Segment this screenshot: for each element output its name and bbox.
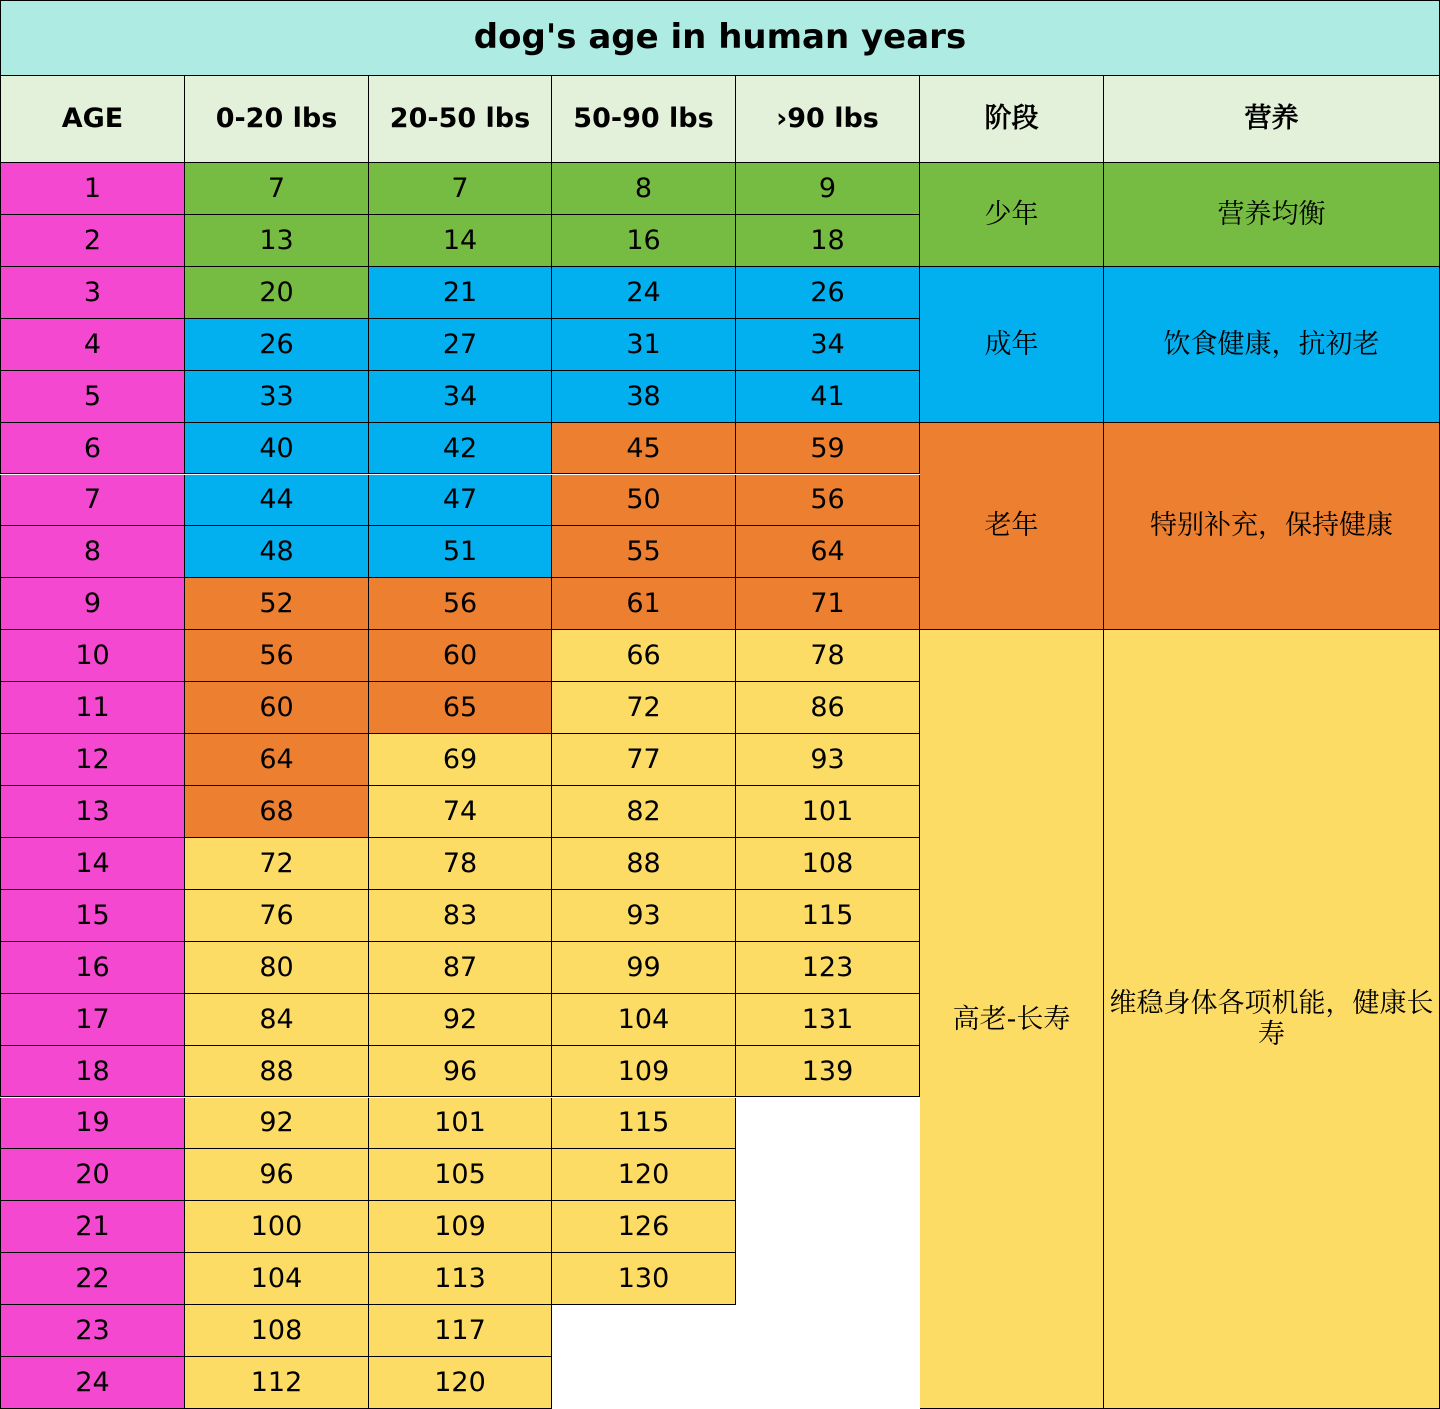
human-age-cell: 68 xyxy=(185,786,369,838)
human-age-cell: 77 xyxy=(552,734,736,786)
human-age-cell: 72 xyxy=(552,682,736,734)
human-age-cell: 92 xyxy=(369,994,552,1046)
human-age-cell: 66 xyxy=(552,630,736,682)
human-age-cell: 96 xyxy=(185,1149,369,1201)
human-age-cell: 14 xyxy=(369,215,552,267)
age-cell: 24 xyxy=(0,1357,185,1409)
header-stage: 阶段 xyxy=(920,76,1104,163)
human-age-cell: 34 xyxy=(369,371,552,423)
age-cell: 13 xyxy=(0,786,185,838)
nutrition-young-cell: 营养均衡 xyxy=(1104,163,1440,267)
age-cell: 9 xyxy=(0,578,185,630)
human-age-cell: 48 xyxy=(185,526,369,578)
human-age-cell: 61 xyxy=(552,578,736,630)
header-20-50-lbs: 20-50 lbs xyxy=(369,76,552,163)
human-age-cell: 34 xyxy=(736,319,920,371)
stage-senior-cell: 老年 xyxy=(920,423,1104,631)
human-age-cell: 101 xyxy=(369,1098,552,1150)
human-age-cell: 26 xyxy=(736,267,920,319)
human-age-cell: 69 xyxy=(369,734,552,786)
human-age-cell: 139 xyxy=(736,1046,920,1098)
human-age-cell: 72 xyxy=(185,838,369,890)
human-age-cell: 87 xyxy=(369,942,552,994)
human-age-cell: 51 xyxy=(369,526,552,578)
nutrition-geriatric-cell: 维稳身体各项机能，健康长寿 xyxy=(1104,630,1440,1409)
nutrition-adult-cell: 饮食健康，抗初老 xyxy=(1104,267,1440,423)
stage-adult-cell: 成年 xyxy=(920,267,1104,423)
human-age-cell: 88 xyxy=(185,1046,369,1098)
human-age-cell: 55 xyxy=(552,526,736,578)
human-age-cell: 92 xyxy=(185,1098,369,1150)
age-cell: 1 xyxy=(0,163,185,215)
age-cell: 6 xyxy=(0,423,185,475)
human-age-cell: 82 xyxy=(552,786,736,838)
human-age-cell: 115 xyxy=(736,890,920,942)
header-age: AGE xyxy=(0,76,185,163)
human-age-cell: 60 xyxy=(185,682,369,734)
human-age-cell: 47 xyxy=(369,475,552,527)
human-age-cell: 7 xyxy=(185,163,369,215)
stage-young-cell: 少年 xyxy=(920,163,1104,267)
human-age-cell: 18 xyxy=(736,215,920,267)
human-age-cell: 16 xyxy=(552,215,736,267)
header-nutrition: 营养 xyxy=(1104,76,1440,163)
age-cell: 18 xyxy=(0,1046,185,1098)
human-age-cell: 41 xyxy=(736,371,920,423)
human-age-cell: 117 xyxy=(369,1305,552,1357)
human-age-cell: 109 xyxy=(552,1046,736,1098)
age-cell: 17 xyxy=(0,994,185,1046)
human-age-cell: 50 xyxy=(552,475,736,527)
human-age-cell: 84 xyxy=(185,994,369,1046)
human-age-cell: 20 xyxy=(185,267,369,319)
human-age-cell: 44 xyxy=(185,475,369,527)
human-age-cell: 64 xyxy=(185,734,369,786)
human-age-cell: 76 xyxy=(185,890,369,942)
human-age-cell: 45 xyxy=(552,423,736,475)
human-age-cell: 56 xyxy=(736,475,920,527)
age-cell: 3 xyxy=(0,267,185,319)
human-age-cell: 86 xyxy=(736,682,920,734)
age-cell: 16 xyxy=(0,942,185,994)
human-age-cell: 93 xyxy=(552,890,736,942)
human-age-cell: 38 xyxy=(552,371,736,423)
human-age-cell: 24 xyxy=(552,267,736,319)
human-age-cell: 59 xyxy=(736,423,920,475)
age-cell: 21 xyxy=(0,1201,185,1253)
human-age-cell: 56 xyxy=(185,630,369,682)
human-age-cell: 56 xyxy=(369,578,552,630)
human-age-cell: 21 xyxy=(369,267,552,319)
age-cell: 22 xyxy=(0,1253,185,1305)
age-cell: 15 xyxy=(0,890,185,942)
human-age-cell: 13 xyxy=(185,215,369,267)
nutrition-senior-cell: 特别补充，保持健康 xyxy=(1104,423,1440,631)
human-age-cell: 104 xyxy=(185,1253,369,1305)
human-age-cell: 108 xyxy=(185,1305,369,1357)
human-age-cell: 83 xyxy=(369,890,552,942)
human-age-cell: 105 xyxy=(369,1149,552,1201)
human-age-cell: 65 xyxy=(369,682,552,734)
age-cell: 11 xyxy=(0,682,185,734)
human-age-cell: 131 xyxy=(736,994,920,1046)
age-cell: 10 xyxy=(0,630,185,682)
age-cell: 23 xyxy=(0,1305,185,1357)
human-age-cell: 40 xyxy=(185,423,369,475)
human-age-cell: 120 xyxy=(369,1357,552,1409)
human-age-cell: 109 xyxy=(369,1201,552,1253)
human-age-cell: 71 xyxy=(736,578,920,630)
table-title: dog's age in human years xyxy=(0,0,1440,76)
human-age-cell: 42 xyxy=(369,423,552,475)
human-age-cell: 93 xyxy=(736,734,920,786)
age-cell: 19 xyxy=(0,1098,185,1150)
human-age-cell: 101 xyxy=(736,786,920,838)
human-age-cell: 64 xyxy=(736,526,920,578)
age-cell: 4 xyxy=(0,319,185,371)
human-age-cell: 78 xyxy=(369,838,552,890)
human-age-cell: 104 xyxy=(552,994,736,1046)
header-50-90-lbs: 50-90 lbs xyxy=(552,76,736,163)
age-cell: 5 xyxy=(0,371,185,423)
age-cell: 7 xyxy=(0,475,185,527)
human-age-cell: 96 xyxy=(369,1046,552,1098)
header-over-90-lbs: ›90 lbs xyxy=(736,76,920,163)
human-age-cell: 108 xyxy=(736,838,920,890)
human-age-cell: 8 xyxy=(552,163,736,215)
human-age-cell: 27 xyxy=(369,319,552,371)
human-age-cell: 80 xyxy=(185,942,369,994)
human-age-cell: 88 xyxy=(552,838,736,890)
age-cell: 20 xyxy=(0,1149,185,1201)
human-age-cell: 52 xyxy=(185,578,369,630)
age-cell: 14 xyxy=(0,838,185,890)
header-0-20-lbs: 0-20 lbs xyxy=(185,76,369,163)
human-age-cell: 7 xyxy=(369,163,552,215)
human-age-cell: 112 xyxy=(185,1357,369,1409)
human-age-cell: 99 xyxy=(552,942,736,994)
human-age-cell: 78 xyxy=(736,630,920,682)
age-cell: 2 xyxy=(0,215,185,267)
human-age-cell: 113 xyxy=(369,1253,552,1305)
stage-geriatric-cell: 高老-长寿 xyxy=(920,630,1104,1409)
human-age-cell: 123 xyxy=(736,942,920,994)
human-age-cell: 26 xyxy=(185,319,369,371)
human-age-cell: 60 xyxy=(369,630,552,682)
human-age-cell: 120 xyxy=(552,1149,736,1201)
human-age-cell: 126 xyxy=(552,1201,736,1253)
age-cell: 8 xyxy=(0,526,185,578)
human-age-cell: 31 xyxy=(552,319,736,371)
human-age-cell: 74 xyxy=(369,786,552,838)
human-age-cell: 100 xyxy=(185,1201,369,1253)
human-age-cell: 130 xyxy=(552,1253,736,1305)
human-age-cell: 9 xyxy=(736,163,920,215)
human-age-cell: 115 xyxy=(552,1098,736,1150)
human-age-cell: 33 xyxy=(185,371,369,423)
age-cell: 12 xyxy=(0,734,185,786)
